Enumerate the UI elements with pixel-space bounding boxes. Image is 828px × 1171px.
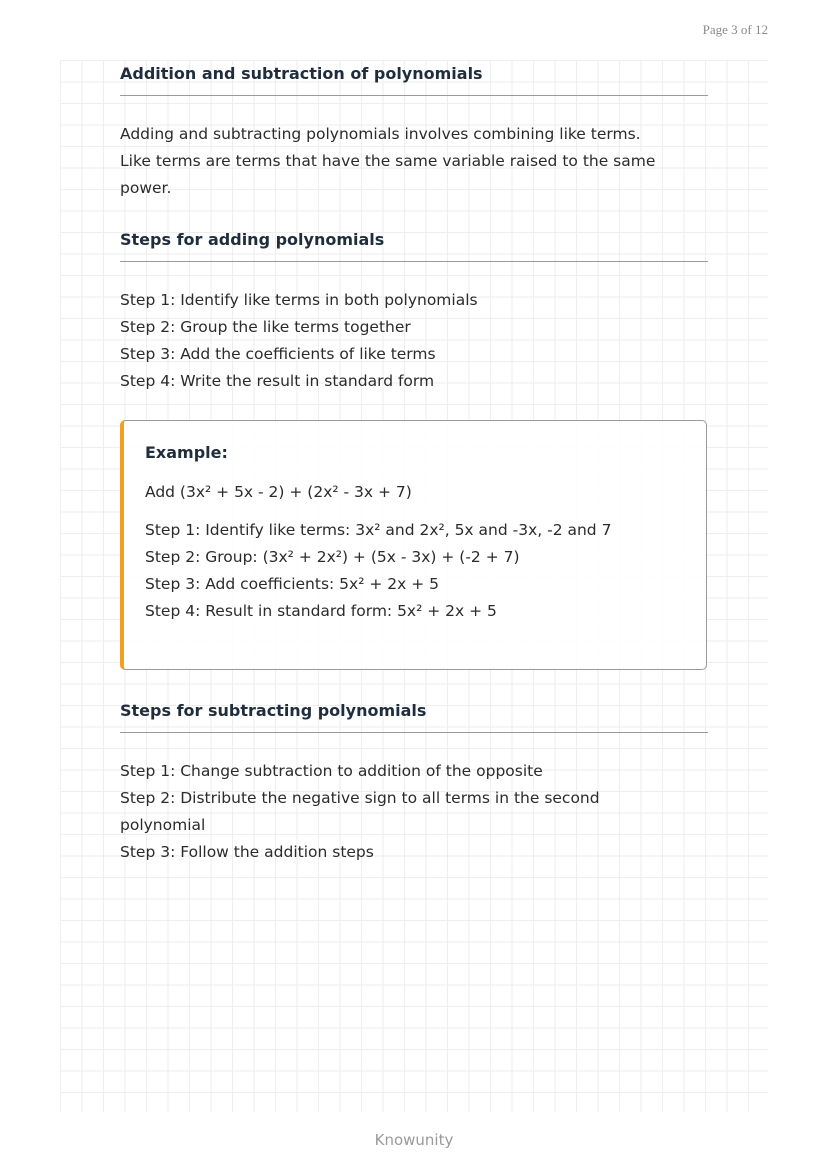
example-steps-list: [145, 517, 695, 625]
list-item: Step 3: Add the coefficients of like terms: [120, 345, 436, 363]
heading-divider: [120, 261, 708, 262]
list-item: Step 4: Result in standard form: 5x² + 2x + 5: [145, 602, 497, 620]
page-number: Page 3 of 12: [702, 22, 768, 37]
paragraph-line: power.: [120, 179, 172, 197]
section-heading-adding: Steps for adding polynomials: [120, 230, 385, 249]
list-item: Step 2: Distribute the negative sign to all terms in the second: [120, 789, 600, 807]
list-item: polynomial: [120, 816, 206, 834]
list-item: Step 1: Identify like terms: 3x² and 2x², 5x and -3x, -2 and 7: [145, 521, 612, 539]
list-item: Step 1: Identify like terms in both polynomials: [120, 291, 478, 309]
paragraph-line: Adding and subtracting polynomials involves combining like terms.: [120, 125, 641, 143]
paragraph-line: Like terms are terms that have the same variable raised to the same: [120, 152, 656, 170]
list-item: Step 2: Group: (3x² + 2x²) + (5x - 3x) + (-2 + 7): [145, 548, 520, 566]
section-heading-subtracting: Steps for subtracting polynomials: [120, 701, 427, 720]
adding-steps: [120, 287, 708, 395]
example-title: Example:: [145, 443, 228, 462]
example-callout-box: [120, 420, 707, 670]
heading-divider: [120, 732, 708, 733]
example-content: [145, 443, 695, 625]
list-item: Step 3: Follow the addition steps: [120, 843, 374, 861]
section-heading-addition-subtraction: Addition and subtraction of polynomials: [120, 64, 483, 83]
section-adding: [120, 230, 708, 249]
list-item: Step 1: Change subtraction to addition of the opposite: [120, 762, 543, 780]
example-problem: Add (3x² + 5x - 2) + (2x² - 3x + 7): [145, 483, 412, 501]
section-subtracting: [120, 701, 708, 720]
list-item: Step 3: Add coefficients: 5x² + 2x + 5: [145, 575, 440, 593]
subtracting-steps-list: [120, 758, 708, 866]
intro-paragraph: [120, 121, 708, 202]
section-intro: [120, 64, 708, 83]
list-item: Step 4: Write the result in standard form: [120, 372, 435, 390]
heading-divider: [120, 95, 708, 96]
adding-steps-list: [120, 287, 708, 395]
subtracting-steps: [120, 758, 708, 866]
footer-brand: Knowunity: [374, 1131, 454, 1149]
list-item: Step 2: Group the like terms together: [120, 318, 411, 336]
